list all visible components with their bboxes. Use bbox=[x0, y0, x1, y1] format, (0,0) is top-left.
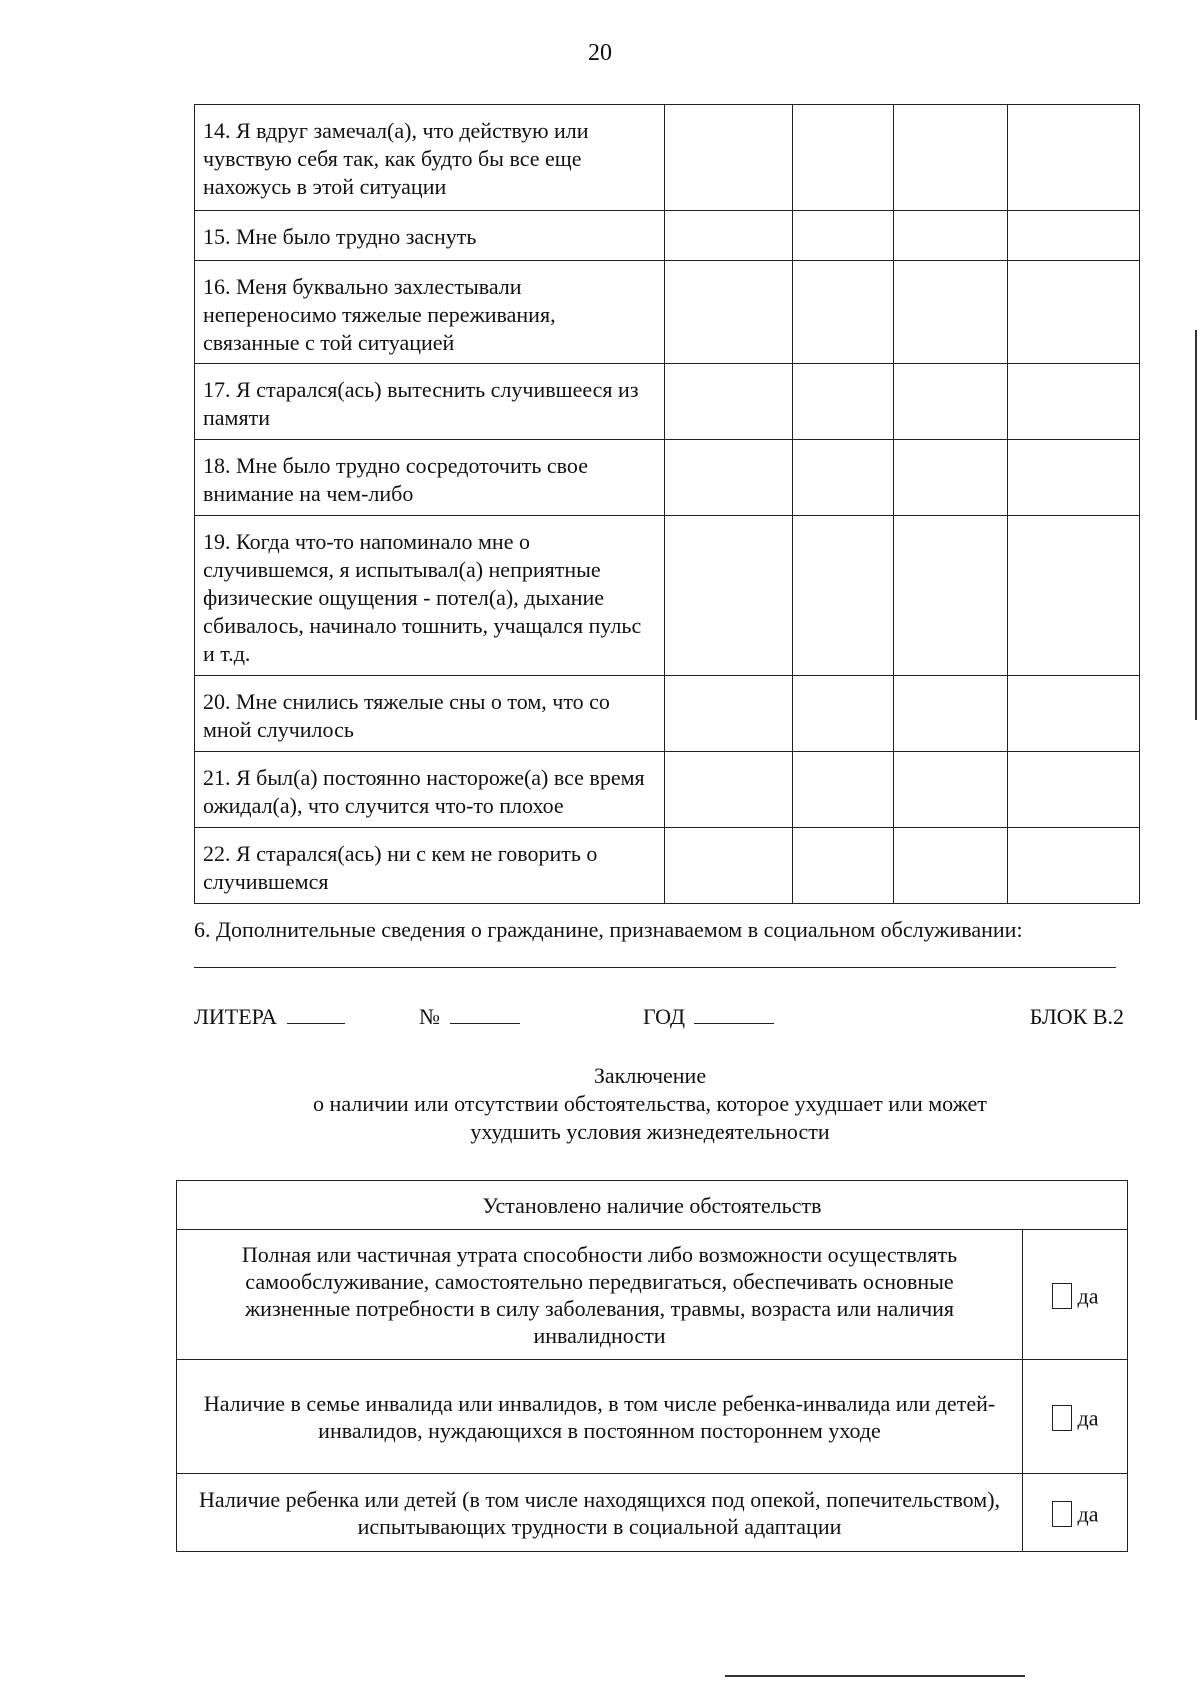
answer-cell[interactable] bbox=[894, 261, 1008, 364]
answer-cell[interactable] bbox=[793, 364, 894, 440]
answer-cell[interactable] bbox=[1008, 440, 1140, 516]
answer-cell[interactable] bbox=[665, 440, 793, 516]
block-label: БЛОК В.2 bbox=[1029, 1004, 1124, 1029]
answer-cell[interactable] bbox=[1008, 516, 1140, 676]
question-cell bbox=[195, 516, 665, 676]
circumstances-header: Установлено наличие обстоятельств bbox=[177, 1181, 1128, 1230]
circumstances-header-row bbox=[177, 1181, 1128, 1230]
answer-cell[interactable] bbox=[793, 752, 894, 828]
answer-cell[interactable] bbox=[793, 676, 894, 752]
circumstance-checkbox[interactable] bbox=[1052, 1501, 1072, 1527]
answer-cell[interactable] bbox=[894, 105, 1008, 211]
scan-edge-mark bbox=[1195, 330, 1197, 720]
litera-field bbox=[194, 1003, 345, 1031]
answer-cell[interactable] bbox=[665, 105, 793, 211]
question-text: 14. Я вдруг замечал(а), что действую или чувствую себя так, как будто бы все еще нахожусь в этой ситуации bbox=[203, 118, 589, 199]
answer-cell[interactable] bbox=[1008, 211, 1140, 261]
answer-cell[interactable] bbox=[1008, 676, 1140, 752]
answer-cell[interactable] bbox=[1008, 105, 1140, 211]
question-row bbox=[195, 211, 1140, 261]
question-cell bbox=[195, 364, 665, 440]
question-cell bbox=[195, 105, 665, 211]
year-label: ГОД bbox=[643, 1004, 685, 1029]
answer-cell[interactable] bbox=[1008, 364, 1140, 440]
additional-info-heading: 6. Дополнительные сведения о гражданине, признаваемом в социальном обслуживании: bbox=[194, 917, 1023, 942]
answer-cell[interactable] bbox=[894, 211, 1008, 261]
answer-cell[interactable] bbox=[665, 261, 793, 364]
conclusion-subtitle-line2: ухудшить условия жизнедеятельности bbox=[470, 1119, 830, 1144]
answer-cell[interactable] bbox=[1008, 752, 1140, 828]
answer-cell[interactable] bbox=[1008, 261, 1140, 364]
answer-cell[interactable] bbox=[793, 516, 894, 676]
answer-cell[interactable] bbox=[665, 828, 793, 904]
number-label: № bbox=[419, 1004, 440, 1029]
circumstance-text: Наличие ребенка или детей (в том числе находящихся под опекой, попечительством), испытывающих трудности в социальной адаптации bbox=[177, 1474, 1023, 1552]
question-cell bbox=[195, 211, 665, 261]
answer-cell[interactable] bbox=[665, 211, 793, 261]
circumstance-row bbox=[177, 1230, 1128, 1360]
question-text: 17. Я старался(ась) вытеснить случившееся из памяти bbox=[203, 377, 639, 430]
question-cell bbox=[195, 440, 665, 516]
circumstance-row bbox=[177, 1474, 1128, 1552]
answer-cell[interactable] bbox=[665, 752, 793, 828]
question-text: 16. Меня буквально захлестывали непереносимо тяжелые переживания, связанные с той ситуацией bbox=[203, 274, 556, 355]
circumstance-row bbox=[177, 1360, 1128, 1474]
circumstance-text: Наличие в семье инвалида или инвалидов, в том числе ребенка-инвалида или детей-инвалидов, нуждающихся в постоянном постороннем уходе bbox=[177, 1360, 1023, 1474]
answer-cell[interactable] bbox=[894, 752, 1008, 828]
question-text: 18. Мне было трудно сосредоточить свое внимание на чем-либо bbox=[203, 453, 588, 506]
answer-cell[interactable] bbox=[894, 516, 1008, 676]
circumstance-checkbox-cell bbox=[1023, 1230, 1128, 1360]
question-text: 21. Я был(а) постоянно настороже(а) все время ожидал(а), что случится что-то плохое bbox=[203, 765, 645, 818]
number-field bbox=[419, 1003, 520, 1031]
year-blank[interactable] bbox=[694, 1003, 774, 1024]
answer-cell[interactable] bbox=[793, 261, 894, 364]
question-text: 22. Я старался(ась) ни с кем не говорить о случившемся bbox=[203, 841, 598, 894]
question-row bbox=[195, 676, 1140, 752]
number-blank[interactable] bbox=[450, 1003, 520, 1024]
checkbox-label: да bbox=[1077, 1501, 1099, 1527]
question-row bbox=[195, 516, 1140, 676]
page-number: 20 bbox=[588, 40, 612, 66]
question-cell bbox=[195, 828, 665, 904]
answer-cell[interactable] bbox=[665, 364, 793, 440]
circumstance-checkbox-cell bbox=[1023, 1474, 1128, 1552]
litera-label: ЛИТЕРА bbox=[194, 1004, 277, 1029]
litera-blank[interactable] bbox=[287, 1003, 345, 1024]
additional-info-line[interactable] bbox=[194, 967, 1116, 968]
document-fields-row bbox=[194, 1003, 1124, 1035]
answer-cell[interactable] bbox=[894, 364, 1008, 440]
answer-cell[interactable] bbox=[894, 440, 1008, 516]
circumstance-checkbox-cell bbox=[1023, 1360, 1128, 1474]
question-row bbox=[195, 364, 1140, 440]
question-text: 15. Мне было трудно заснуть bbox=[203, 224, 477, 249]
checkbox-label: да bbox=[1077, 1405, 1099, 1431]
block-field bbox=[1030, 1003, 1124, 1031]
circumstance-text: Полная или частичная утрата способности либо возможности осуществлять самообслуживание, самостоятельно передвигаться, обеспечивать основные жизненные потребности в силу заболевания, травмы, возраста или наличия инвалидности bbox=[177, 1230, 1023, 1360]
scan-edge-mark bbox=[725, 1675, 1025, 1677]
question-text: 19. Когда что-то напоминало мне о случившемся, я испытывал(а) неприятные физические ощущения - потел(а), дыхание сбивалось, начинало тошнить, учащался пульс и т.д. bbox=[203, 529, 642, 666]
answer-cell[interactable] bbox=[793, 440, 894, 516]
circumstance-checkbox[interactable] bbox=[1052, 1283, 1072, 1309]
question-row bbox=[195, 828, 1140, 904]
question-cell bbox=[195, 752, 665, 828]
answer-cell[interactable] bbox=[793, 105, 894, 211]
answer-cell[interactable] bbox=[793, 828, 894, 904]
question-cell bbox=[195, 676, 665, 752]
question-row bbox=[195, 105, 1140, 211]
conclusion-subtitle-line1: о наличии или отсутствии обстоятельства, которое ухудшает или может bbox=[313, 1091, 987, 1116]
answer-cell[interactable] bbox=[665, 676, 793, 752]
answer-cell[interactable] bbox=[894, 828, 1008, 904]
question-row bbox=[195, 440, 1140, 516]
questionnaire-table bbox=[194, 104, 1140, 904]
circumstances-table bbox=[176, 1180, 1128, 1552]
question-row bbox=[195, 261, 1140, 364]
question-row bbox=[195, 752, 1140, 828]
question-text: 20. Мне снились тяжелые сны о том, что со мной случилось bbox=[203, 689, 610, 742]
conclusion-heading bbox=[0, 1062, 1200, 1146]
answer-cell[interactable] bbox=[1008, 828, 1140, 904]
answer-cell[interactable] bbox=[665, 516, 793, 676]
conclusion-title: Заключение bbox=[593, 1063, 707, 1088]
circumstance-checkbox[interactable] bbox=[1052, 1405, 1072, 1431]
year-field bbox=[643, 1003, 774, 1031]
question-cell bbox=[195, 261, 665, 364]
answer-cell[interactable] bbox=[793, 211, 894, 261]
checkbox-label: да bbox=[1077, 1283, 1099, 1309]
answer-cell[interactable] bbox=[894, 676, 1008, 752]
